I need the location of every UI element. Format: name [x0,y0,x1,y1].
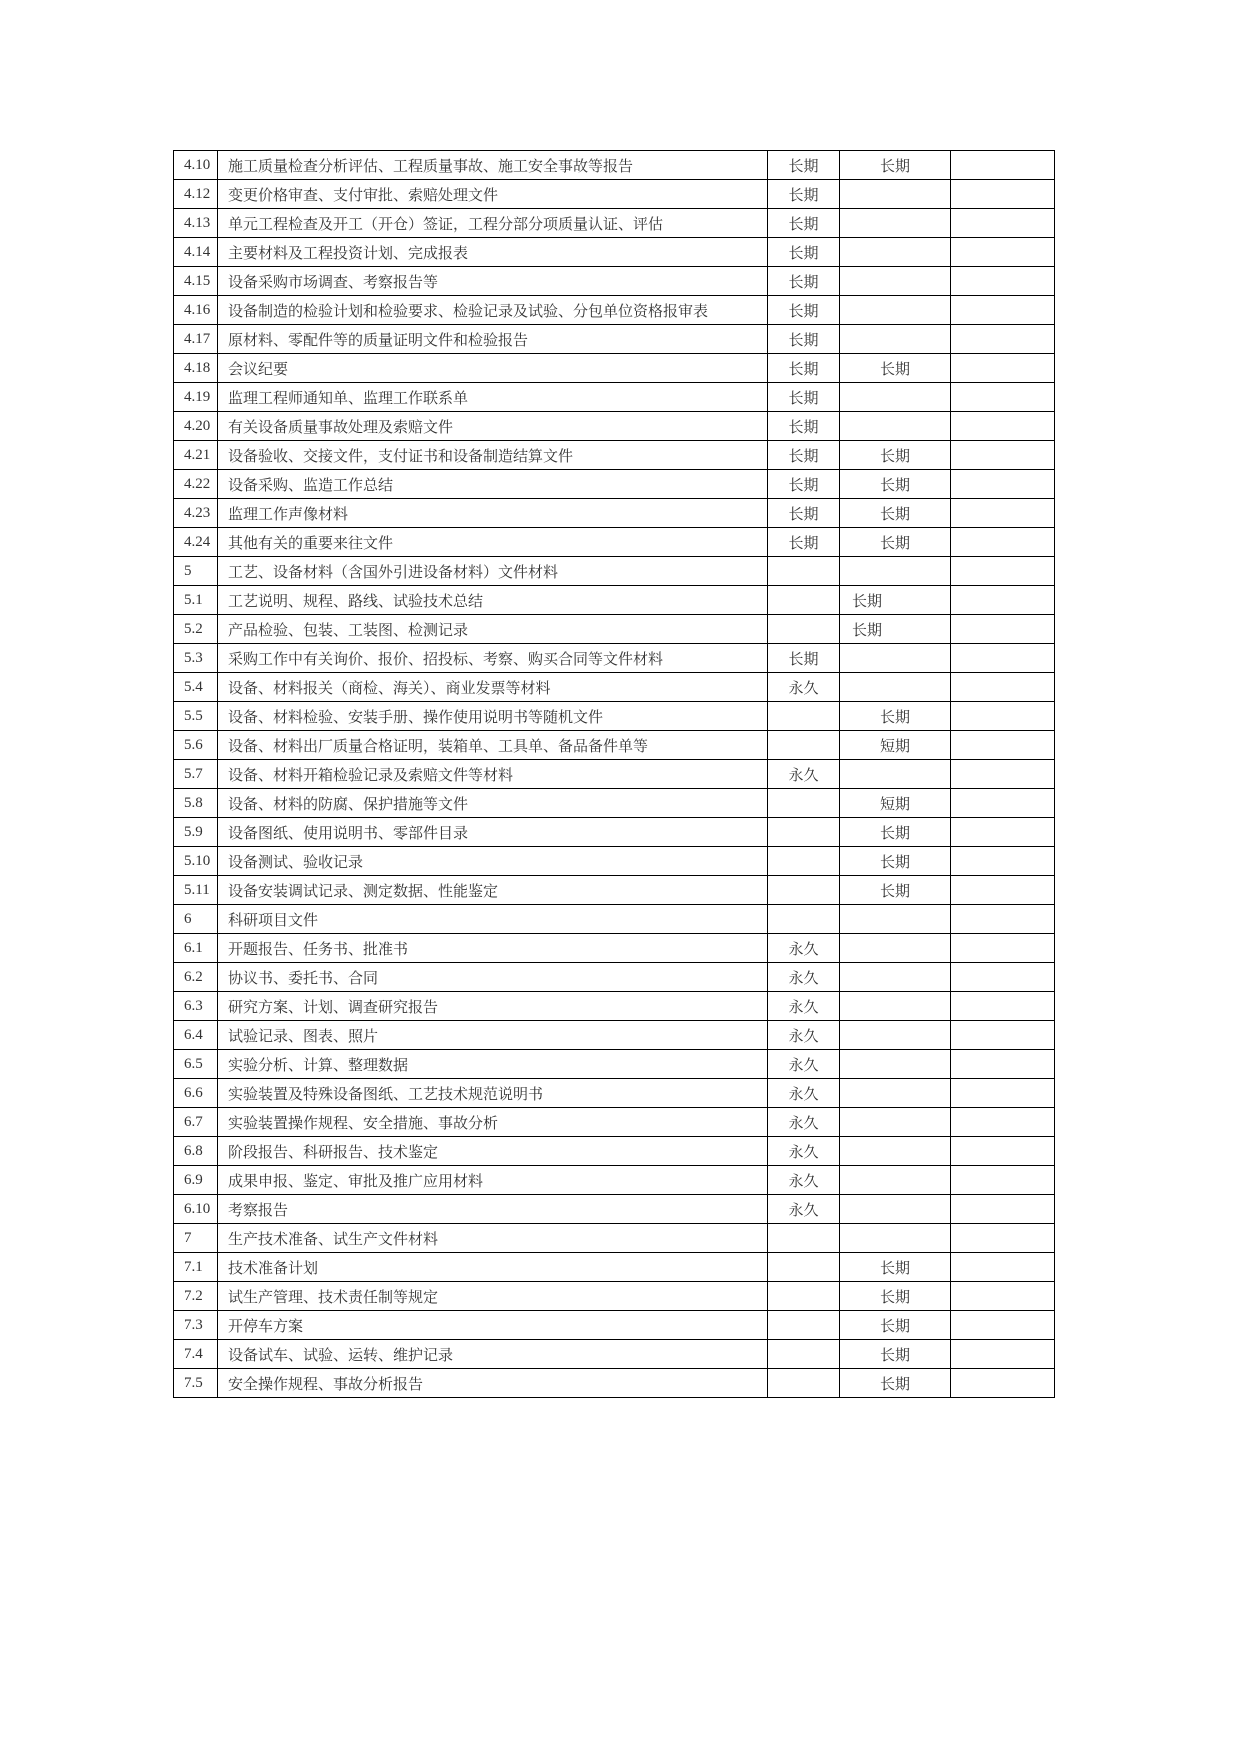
remarks [951,1369,1055,1398]
retention-col-b: 长期 [840,615,951,644]
table-row [174,1311,1055,1340]
item-number: 4.12 [174,180,218,209]
remarks [951,1282,1055,1311]
retention-col-b [840,1050,951,1079]
retention-col-a: 永久 [768,1050,840,1079]
table-row [174,238,1055,267]
retention-col-a: 永久 [768,1021,840,1050]
table-row [174,1166,1055,1195]
retention-col-b [840,209,951,238]
retention-col-b: 长期 [840,847,951,876]
item-description: 试验记录、图表、照片 [218,1021,768,1050]
remarks [951,992,1055,1021]
table-row [174,760,1055,789]
table-row [174,731,1055,760]
item-number: 4.17 [174,325,218,354]
retention-col-b: 长期 [840,586,951,615]
retention-col-b: 长期 [840,528,951,557]
item-number: 5 [174,557,218,586]
table-row [174,296,1055,325]
item-number: 5.4 [174,673,218,702]
table-row [174,1108,1055,1137]
item-description: 监理工作声像材料 [218,499,768,528]
item-number: 4.19 [174,383,218,412]
retention-col-b [840,1079,951,1108]
item-number: 5.10 [174,847,218,876]
retention-col-b: 长期 [840,1311,951,1340]
item-number: 4.23 [174,499,218,528]
item-description: 设备、材料报关（商检、海关）、商业发票等材料 [218,673,768,702]
item-description: 研究方案、计划、调查研究报告 [218,992,768,1021]
item-number: 4.10 [174,151,218,180]
retention-col-a: 永久 [768,934,840,963]
table-row [174,1340,1055,1369]
item-description: 设备、材料的防腐、保护措施等文件 [218,789,768,818]
item-description: 工艺、设备材料（含国外引进设备材料）文件材料 [218,557,768,586]
remarks [951,934,1055,963]
retention-col-a: 长期 [768,412,840,441]
item-number: 6.4 [174,1021,218,1050]
remarks [951,557,1055,586]
retention-col-b [840,1108,951,1137]
retention-col-b [840,296,951,325]
remarks [951,731,1055,760]
remarks [951,818,1055,847]
retention-col-a [768,876,840,905]
item-description: 主要材料及工程投资计划、完成报表 [218,238,768,267]
remarks [951,1253,1055,1282]
retention-col-a: 永久 [768,760,840,789]
table-row [174,992,1055,1021]
retention-col-a: 长期 [768,151,840,180]
item-number: 5.1 [174,586,218,615]
item-number: 7 [174,1224,218,1253]
retention-col-a [768,1282,840,1311]
retention-col-a [768,586,840,615]
table-row [174,615,1055,644]
table-row [174,557,1055,586]
retention-col-b [840,673,951,702]
retention-col-b [840,1137,951,1166]
table-row [174,1253,1055,1282]
item-number: 6.10 [174,1195,218,1224]
item-description: 阶段报告、科研报告、技术鉴定 [218,1137,768,1166]
retention-col-a: 长期 [768,180,840,209]
table-row [174,1369,1055,1398]
table-row [174,470,1055,499]
retention-col-b: 长期 [840,151,951,180]
table-row [174,818,1055,847]
remarks [951,673,1055,702]
retention-col-a [768,789,840,818]
remarks [951,1311,1055,1340]
remarks [951,905,1055,934]
item-number: 4.18 [174,354,218,383]
table-row [174,528,1055,557]
retention-col-b [840,412,951,441]
remarks [951,1021,1055,1050]
retention-col-a [768,731,840,760]
item-description: 设备安装调试记录、测定数据、性能鉴定 [218,876,768,905]
retention-col-a [768,702,840,731]
item-number: 6.5 [174,1050,218,1079]
remarks [951,1166,1055,1195]
remarks [951,847,1055,876]
remarks [951,1050,1055,1079]
retention-col-b [840,325,951,354]
remarks [951,963,1055,992]
retention-col-b [840,1224,951,1253]
retention-col-a: 永久 [768,963,840,992]
item-description: 开停车方案 [218,1311,768,1340]
remarks [951,441,1055,470]
item-description: 其他有关的重要来往文件 [218,528,768,557]
table-row [174,354,1055,383]
remarks [951,151,1055,180]
remarks [951,876,1055,905]
table-row [174,1137,1055,1166]
table-row [174,151,1055,180]
retention-col-a: 长期 [768,528,840,557]
retention-col-a: 长期 [768,267,840,296]
item-description: 生产技术准备、试生产文件材料 [218,1224,768,1253]
item-number: 4.16 [174,296,218,325]
retention-col-a: 永久 [768,1079,840,1108]
retention-col-b: 长期 [840,1253,951,1282]
table-row [174,876,1055,905]
remarks [951,325,1055,354]
item-number: 6.9 [174,1166,218,1195]
remarks [951,499,1055,528]
item-number: 7.2 [174,1282,218,1311]
retention-col-a [768,847,840,876]
item-description: 原材料、零配件等的质量证明文件和检验报告 [218,325,768,354]
item-description: 设备测试、验收记录 [218,847,768,876]
table-row [174,412,1055,441]
table-row [174,1224,1055,1253]
table-row [174,673,1055,702]
item-number: 6.1 [174,934,218,963]
item-number: 5.6 [174,731,218,760]
item-description: 会议纪要 [218,354,768,383]
remarks [951,296,1055,325]
item-description: 设备、材料出厂质量合格证明，装箱单、工具单、备品备件单等 [218,731,768,760]
table-row [174,1050,1055,1079]
item-description: 采购工作中有关询价、报价、招投标、考察、购买合同等文件材料 [218,644,768,673]
table-row [174,383,1055,412]
item-number: 5.2 [174,615,218,644]
item-number: 5.8 [174,789,218,818]
item-description: 变更价格审查、支付审批、索赔处理文件 [218,180,768,209]
remarks [951,354,1055,383]
item-description: 实验装置操作规程、安全措施、事故分析 [218,1108,768,1137]
retention-col-a: 永久 [768,1108,840,1137]
retention-col-b: 长期 [840,470,951,499]
item-description: 有关设备质量事故处理及索赔文件 [218,412,768,441]
retention-col-a: 永久 [768,673,840,702]
remarks [951,412,1055,441]
remarks [951,1195,1055,1224]
item-number: 7.3 [174,1311,218,1340]
remarks [951,180,1055,209]
table-row [174,905,1055,934]
table-row [174,702,1055,731]
remarks [951,702,1055,731]
item-number: 4.20 [174,412,218,441]
item-description: 协议书、委托书、合同 [218,963,768,992]
item-number: 5.7 [174,760,218,789]
item-number: 5.9 [174,818,218,847]
table-row [174,934,1055,963]
item-description: 设备制造的检验计划和检验要求、检验记录及试验、分包单位资格报审表 [218,296,768,325]
retention-col-a: 长期 [768,209,840,238]
item-description: 科研项目文件 [218,905,768,934]
retention-col-a: 永久 [768,992,840,1021]
table-row [174,789,1055,818]
remarks [951,615,1055,644]
item-description: 设备验收、交接文件，支付证书和设备制造结算文件 [218,441,768,470]
remarks [951,760,1055,789]
retention-col-a: 永久 [768,1166,840,1195]
remarks [951,470,1055,499]
retention-col-b [840,267,951,296]
retention-col-a: 长期 [768,499,840,528]
item-number: 6.2 [174,963,218,992]
item-number: 4.15 [174,267,218,296]
table-row [174,1282,1055,1311]
retention-col-b [840,1195,951,1224]
item-number: 6.3 [174,992,218,1021]
retention-col-b: 长期 [840,1340,951,1369]
table-row [174,499,1055,528]
item-description: 工艺说明、规程、路线、试验技术总结 [218,586,768,615]
retention-col-b: 长期 [840,702,951,731]
table-row [174,644,1055,673]
table-row [174,441,1055,470]
retention-col-b: 长期 [840,1282,951,1311]
retention-col-b: 长期 [840,876,951,905]
item-description: 实验分析、计算、整理数据 [218,1050,768,1079]
retention-col-b [840,238,951,267]
item-number: 4.14 [174,238,218,267]
retention-col-b [840,934,951,963]
retention-col-b [840,963,951,992]
table-row [174,180,1055,209]
remarks [951,267,1055,296]
table-row [174,847,1055,876]
retention-col-a [768,1369,840,1398]
retention-col-a: 长期 [768,296,840,325]
retention-col-b: 长期 [840,499,951,528]
retention-col-a: 长期 [768,470,840,499]
remarks [951,644,1055,673]
retention-col-b: 短期 [840,731,951,760]
item-number: 7.5 [174,1369,218,1398]
item-description: 开题报告、任务书、批准书 [218,934,768,963]
item-description: 安全操作规程、事故分析报告 [218,1369,768,1398]
remarks [951,1137,1055,1166]
remarks [951,528,1055,557]
item-description: 产品检验、包装、工装图、检测记录 [218,615,768,644]
table-row [174,1195,1055,1224]
retention-table [173,150,1055,1398]
retention-col-b [840,992,951,1021]
item-description: 监理工程师通知单、监理工作联系单 [218,383,768,412]
remarks [951,383,1055,412]
item-description: 技术准备计划 [218,1253,768,1282]
table-row [174,209,1055,238]
item-number: 5.3 [174,644,218,673]
retention-col-a: 长期 [768,325,840,354]
table-row [174,267,1055,296]
remarks [951,209,1055,238]
retention-col-b: 长期 [840,818,951,847]
item-number: 4.13 [174,209,218,238]
item-number: 5.5 [174,702,218,731]
table-body [174,151,1055,1398]
remarks [951,1224,1055,1253]
table-row [174,586,1055,615]
remarks [951,238,1055,267]
item-number: 7.1 [174,1253,218,1282]
table-row [174,963,1055,992]
retention-col-a [768,1224,840,1253]
item-description: 试生产管理、技术责任制等规定 [218,1282,768,1311]
retention-col-b: 长期 [840,1369,951,1398]
retention-col-b [840,760,951,789]
retention-col-b [840,383,951,412]
retention-col-a [768,1253,840,1282]
item-description: 实验装置及特殊设备图纸、工艺技术规范说明书 [218,1079,768,1108]
item-number: 6 [174,905,218,934]
retention-col-a: 永久 [768,1137,840,1166]
retention-col-b [840,557,951,586]
item-number: 5.11 [174,876,218,905]
retention-col-b [840,644,951,673]
retention-col-a: 长期 [768,383,840,412]
retention-col-b [840,1021,951,1050]
retention-col-a [768,557,840,586]
retention-col-a: 长期 [768,644,840,673]
retention-col-a [768,1340,840,1369]
retention-col-b [840,180,951,209]
retention-col-a: 长期 [768,354,840,383]
retention-col-a: 长期 [768,441,840,470]
remarks [951,1079,1055,1108]
retention-col-a [768,615,840,644]
item-description: 单元工程检查及开工（开仓）签证，工程分部分项质量认证、评估 [218,209,768,238]
item-description: 成果申报、鉴定、审批及推广应用材料 [218,1166,768,1195]
item-description: 设备采购、监造工作总结 [218,470,768,499]
item-number: 4.22 [174,470,218,499]
table-row [174,1021,1055,1050]
retention-col-b [840,1166,951,1195]
item-number: 6.8 [174,1137,218,1166]
remarks [951,789,1055,818]
table-row [174,1079,1055,1108]
retention-col-a [768,905,840,934]
retention-col-b: 长期 [840,354,951,383]
item-description: 设备、材料检验、安装手册、操作使用说明书等随机文件 [218,702,768,731]
item-number: 4.21 [174,441,218,470]
remarks [951,1108,1055,1137]
table-row [174,325,1055,354]
remarks [951,586,1055,615]
retention-col-a [768,1311,840,1340]
item-number: 6.6 [174,1079,218,1108]
retention-col-a: 永久 [768,1195,840,1224]
item-description: 设备采购市场调查、考察报告等 [218,267,768,296]
retention-col-b: 短期 [840,789,951,818]
retention-col-a [768,818,840,847]
retention-col-b [840,905,951,934]
remarks [951,1340,1055,1369]
item-description: 施工质量检查分析评估、工程质量事故、施工安全事故等报告 [218,151,768,180]
item-number: 6.7 [174,1108,218,1137]
item-description: 设备试车、试验、运转、维护记录 [218,1340,768,1369]
item-number: 4.24 [174,528,218,557]
item-description: 考察报告 [218,1195,768,1224]
item-description: 设备、材料开箱检验记录及索赔文件等材料 [218,760,768,789]
item-number: 7.4 [174,1340,218,1369]
retention-col-b: 长期 [840,441,951,470]
item-description: 设备图纸、使用说明书、零部件目录 [218,818,768,847]
retention-col-a: 长期 [768,238,840,267]
